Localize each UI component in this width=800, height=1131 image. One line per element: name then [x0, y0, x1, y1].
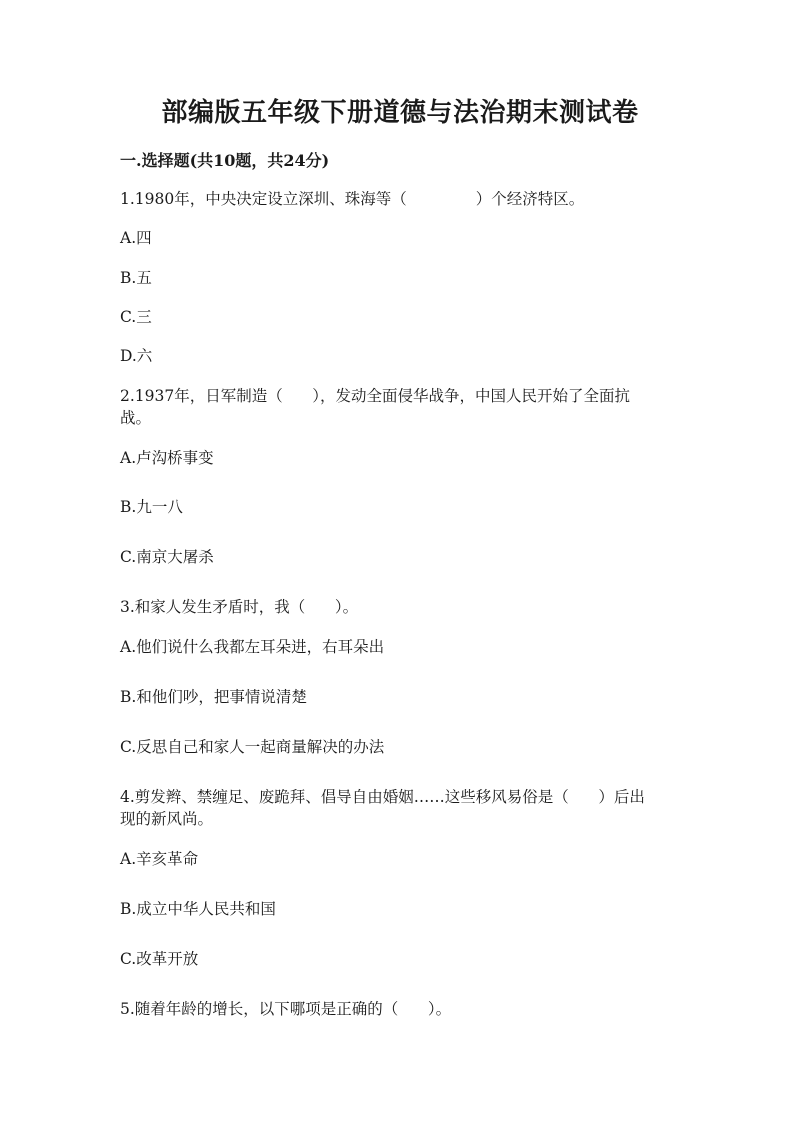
question-2-option-a: A.卢沟桥事变: [120, 449, 214, 467]
question-3-stem: 3.和家人发生矛盾时，我（ ）。: [120, 598, 359, 616]
question-2-stem-continued: 战。: [120, 409, 152, 427]
question-2-option-b: B.九一八: [120, 498, 183, 516]
page-title: 部编版五年级下册道德与法治期末测试卷: [161, 98, 639, 128]
question-2-option-c: C.南京大屠杀: [120, 548, 214, 566]
question-5-stem: 5.随着年龄的增长，以下哪项是正确的（ ）。: [120, 1000, 452, 1018]
question-4-option-a: A.辛亥革命: [120, 850, 199, 868]
question-3-option-a: A.他们说什么我都左耳朵进，右耳朵出: [120, 638, 385, 656]
question-4-option-c: C.改革开放: [120, 950, 199, 968]
question-3-option-c: C.反思自己和家人一起商量解决的办法: [120, 738, 385, 756]
section-heading: 一.选择题(共10题，共24分): [120, 151, 330, 170]
question-3-option-b: B.和他们吵，把事情说清楚: [120, 688, 307, 706]
question-1-option-c: C.三: [120, 308, 152, 326]
question-4-stem-continued: 现的新风尚。: [120, 810, 214, 828]
question-1-option-a: A.四: [120, 229, 152, 247]
question-1-stem: 1.1980年，中央决定设立深圳、珠海等（ ）个经济特区。: [120, 190, 585, 208]
question-4-stem: 4.剪发辫、禁缠足、废跪拜、倡导自由婚姻……这些移风易俗是（ ）后出: [120, 788, 645, 806]
question-1-option-d: D.六: [120, 347, 153, 365]
question-1-option-b: B.五: [120, 269, 152, 287]
question-4-option-b: B.成立中华人民共和国: [120, 900, 276, 918]
question-2-stem: 2.1937年，日军制造（ ），发动全面侵华战争，中国人民开始了全面抗: [120, 387, 631, 405]
